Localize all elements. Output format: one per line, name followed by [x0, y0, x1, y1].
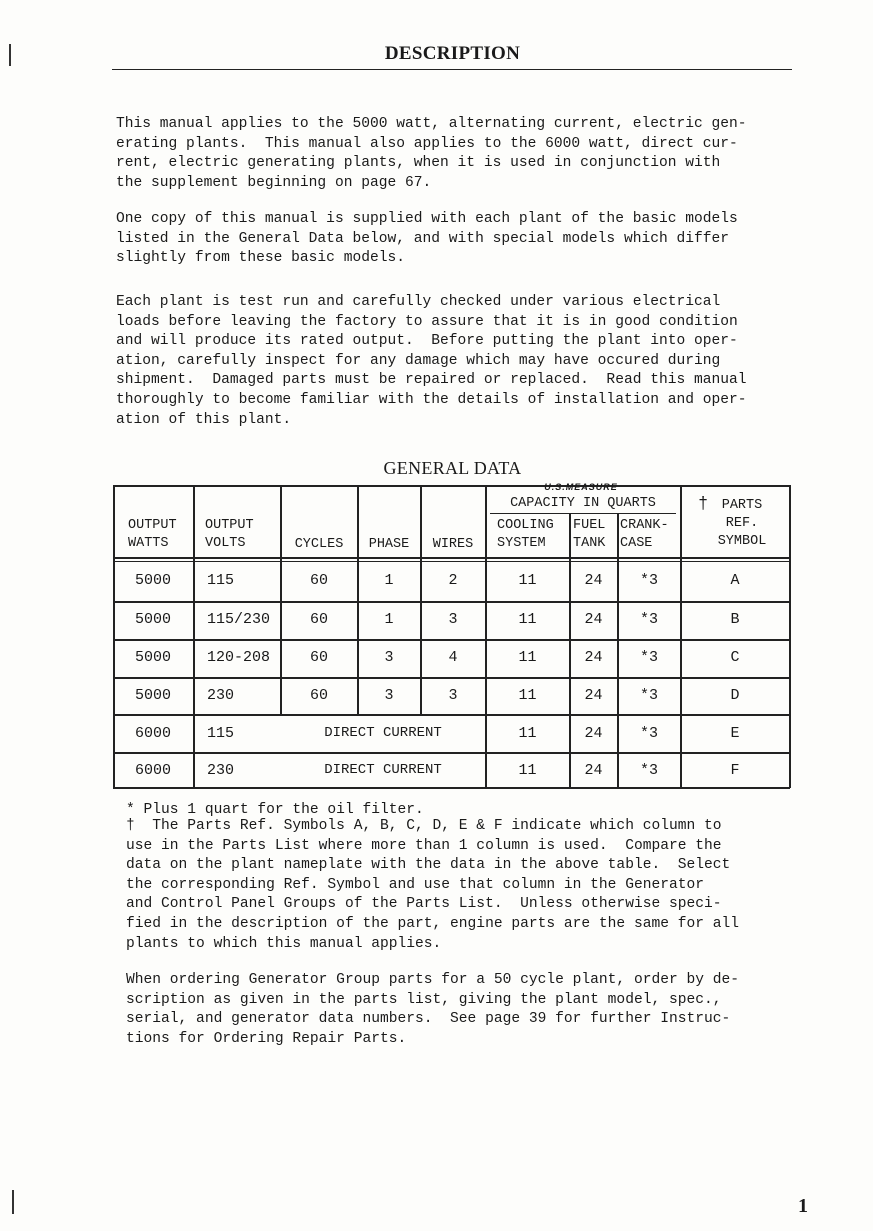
- cell-wires: 3: [448, 611, 458, 628]
- row-divider: [113, 752, 790, 754]
- cell-cooling: 11: [518, 687, 537, 704]
- cell-cooling: 11: [518, 572, 537, 589]
- cell-fuel: 24: [584, 611, 603, 628]
- table-header-border: [113, 557, 790, 559]
- cell-symbol: A: [730, 572, 740, 589]
- cell-symbol: B: [730, 611, 740, 628]
- margin-mark: [9, 44, 11, 66]
- cell-cooling: 11: [518, 725, 537, 742]
- cell-cooling: 11: [518, 611, 537, 628]
- cell-cycles: 60: [309, 611, 328, 628]
- cell-symbol: E: [730, 725, 740, 742]
- cell-volts: 115/230: [207, 611, 271, 628]
- cell-watts: 5000: [134, 572, 171, 589]
- intro-paragraph: This manual applies to the 5000 watt, alternating current, electric gen- erating plants. This manual also applies to the 6000 watt, direct cur- rent, electric generating plants, when it is used in conjunction with the supplement beginning on page 67.: [116, 116, 747, 191]
- cell-wires: 4: [448, 649, 458, 666]
- cell-cycles: 60: [309, 687, 328, 704]
- row-divider: [113, 677, 790, 679]
- oil-filter-note: * Plus 1 quart for the oil filter.: [126, 802, 424, 818]
- cell-crank: *3: [639, 649, 658, 666]
- header-cooling-system: COOLING SYSTEM: [497, 518, 554, 551]
- header-phase: PHASE: [368, 537, 410, 552]
- page-title: DESCRIPTION: [384, 43, 521, 64]
- cell-volts: 120-208: [207, 649, 271, 666]
- header-wires: WIRES: [432, 537, 474, 552]
- title-rule: [112, 69, 792, 70]
- cell-fuel: 24: [584, 572, 603, 589]
- header-cycles: CYCLES: [294, 537, 344, 552]
- cell-watts: 5000: [134, 649, 171, 666]
- cell-watts: 6000: [134, 725, 171, 742]
- copy-paragraph: One copy of this manual is supplied with each plant of the basic models listed in the General Data below, and with special models which differ slightly from these basic models.: [116, 211, 738, 267]
- cell-phase: 3: [384, 687, 394, 704]
- header-output-volts: OUTPUT VOLTS: [205, 518, 254, 551]
- page-number: 1: [798, 1195, 808, 1217]
- table-header-border-double: [113, 561, 790, 562]
- cell-cycles: 60: [309, 572, 328, 589]
- row-divider: [113, 601, 790, 603]
- cell-wires: 2: [448, 572, 458, 589]
- capacity-underline: [490, 513, 676, 514]
- col-divider: [680, 485, 682, 788]
- header-fuel-tank: FUEL TANK: [573, 518, 606, 551]
- cell-phase: 1: [384, 572, 394, 589]
- cell-cooling: 11: [518, 762, 537, 779]
- cell-phase: 3: [384, 649, 394, 666]
- cell-cooling: 11: [518, 649, 537, 666]
- ordering-paragraph: When ordering Generator Group parts for a 50 cycle plant, order by de- scription as given in the parts list, giving the plant model, spec., serial, and generator data numbers. See page 39 for further Instruc- tions for Ordering Repair Parts.: [126, 972, 740, 1047]
- cell-crank: *3: [639, 725, 658, 742]
- cell-direct-current: DIRECT CURRENT: [324, 725, 442, 741]
- cell-volts: 230: [207, 762, 235, 779]
- dagger-symbol: †: [698, 495, 709, 514]
- table-right-border: [789, 485, 791, 788]
- table-left-border: [113, 485, 115, 788]
- cell-volts: 230: [207, 687, 235, 704]
- cell-symbol: C: [730, 649, 740, 666]
- row-divider: [113, 714, 790, 716]
- cell-watts: 5000: [134, 687, 171, 704]
- parts-ref-note: † The Parts Ref. Symbols A, B, C, D, E & F indicate which column to use in the Parts List where more than 1 column is used. Compare the data on the plant nameplate with the data in the above table. Select the corresponding Ref. Symbol and use that column in the Generator and Control Panel Groups of the Parts List. Unless otherwise speci- fied in the description of the part, engine parts are the same for all plants to which this manual applies.: [126, 818, 740, 952]
- cell-watts: 6000: [134, 762, 171, 779]
- cell-symbol: F: [730, 762, 740, 779]
- col-divider: [357, 485, 359, 715]
- col-divider: [280, 485, 282, 715]
- cell-watts: 5000: [134, 611, 171, 628]
- col-divider: [193, 485, 195, 788]
- cell-fuel: 24: [584, 762, 603, 779]
- header-parts-ref-symbol: PARTS REF. SYMBOL: [717, 498, 767, 549]
- cell-crank: *3: [639, 762, 658, 779]
- cell-volts: 115: [207, 725, 235, 742]
- cell-crank: *3: [639, 572, 658, 589]
- cell-crank: *3: [639, 611, 658, 628]
- cell-volts: 115: [207, 572, 235, 589]
- cell-fuel: 24: [584, 649, 603, 666]
- table-top-border: [113, 485, 790, 487]
- table-bottom-border: [113, 787, 790, 789]
- col-divider: [420, 485, 422, 715]
- us-measure-label: U.S.MEASURE: [544, 482, 618, 492]
- cell-fuel: 24: [584, 687, 603, 704]
- inspection-paragraph: Each plant is test run and carefully checked under various electrical loads before leaving the factory to assure that it is in good condition and will produce its rated output. Before putting the plant into oper- ation, carefully inspect for any damage which may have occured during shipment. Damaged parts must be repaired or replaced. Read this manual thoroughly to become familiar with the details of installation and oper- ation of this plant.: [116, 294, 747, 428]
- cell-cycles: 60: [309, 649, 328, 666]
- header-crankcase: CRANK- CASE: [620, 518, 669, 551]
- cell-wires: 3: [448, 687, 458, 704]
- cell-direct-current: DIRECT CURRENT: [324, 762, 442, 778]
- col-divider: [485, 485, 487, 788]
- cell-crank: *3: [639, 687, 658, 704]
- general-data-title: GENERAL DATA: [383, 458, 522, 478]
- header-output-watts: OUTPUT WATTS: [128, 518, 177, 551]
- row-divider: [113, 639, 790, 641]
- cell-phase: 1: [384, 611, 394, 628]
- cell-symbol: D: [730, 687, 740, 704]
- cell-fuel: 24: [584, 725, 603, 742]
- capacity-header: CAPACITY IN QUARTS: [510, 496, 656, 511]
- margin-mark: [12, 1190, 14, 1214]
